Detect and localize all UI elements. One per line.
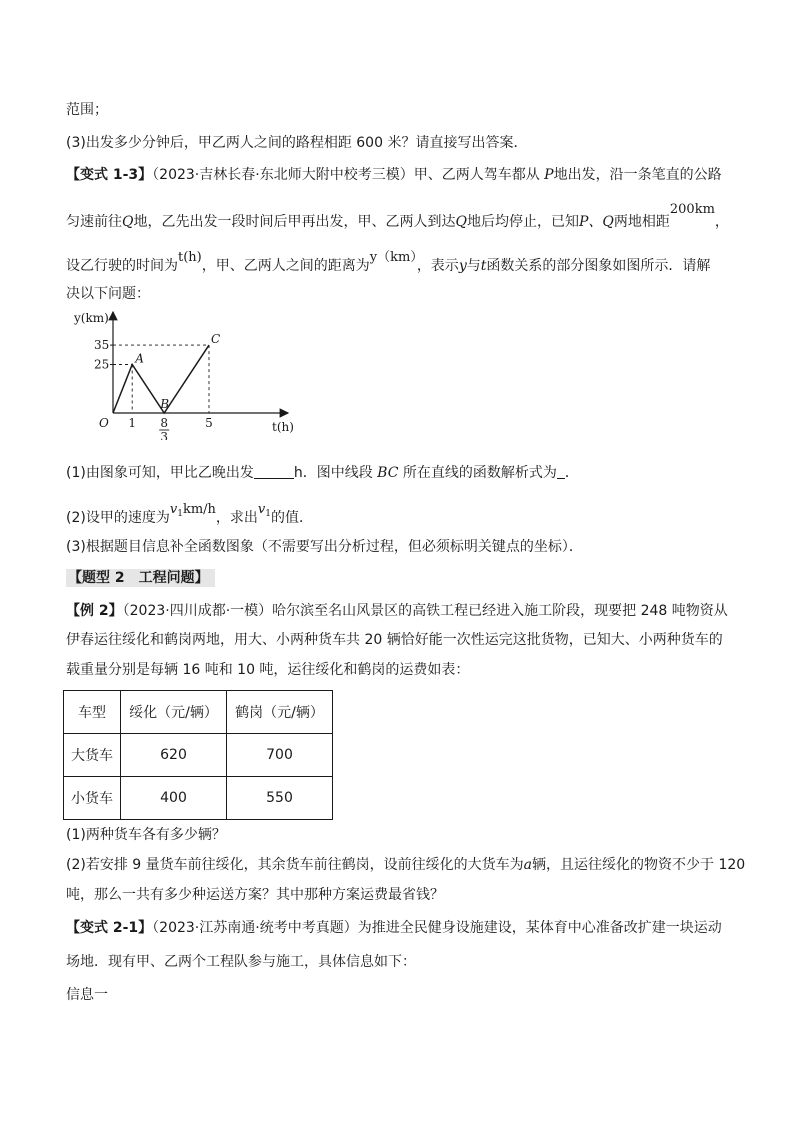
example-2-line-3	[66, 660, 469, 680]
point-label-a: A	[135, 351, 144, 366]
text-fragment: ，求出	[215, 510, 258, 526]
function-graph	[68, 310, 298, 440]
y-tick-label: 25	[94, 357, 110, 372]
table-cell: 小货车	[64, 777, 121, 820]
x-tick-label: 3	[160, 430, 169, 440]
instructions-text: 决以下问题：	[66, 286, 150, 302]
text-fragment: 函数关系的部分图象如图所示．请解	[486, 258, 711, 274]
section-heading	[66, 568, 215, 588]
var-y-unit: y（km）	[369, 250, 417, 265]
example-2-line-2	[66, 630, 723, 650]
example-2-line-1	[66, 601, 728, 621]
range-text: 范围；	[66, 102, 108, 118]
example-2-text-3: 载重量分别是每辆 16 吨和 10 吨，运往绥化和鹤岗的运费如表：	[66, 662, 470, 678]
problem-1-text: (1)两种货车各有多少辆？	[66, 827, 226, 843]
text-fragment: 的值．	[271, 510, 313, 526]
table-header-cell: 鹤岗（元/辆）	[227, 691, 333, 734]
text-fragment: 与	[466, 258, 481, 274]
var-q: Q	[122, 214, 134, 230]
y-axis-label: y(km)	[74, 311, 109, 325]
variant-2-1-line-2	[66, 952, 416, 972]
point-label-b: B	[160, 397, 170, 411]
var-a: a	[523, 857, 532, 873]
example-2-tag: 【例 2】	[66, 603, 123, 619]
var-v1: v	[257, 502, 266, 517]
variant-1-3-text: 地出发，沿一条笔直的公路	[553, 167, 722, 183]
text-fragment: ，表示	[416, 258, 459, 274]
x-tick-label: 5	[205, 416, 213, 430]
variant-1-3-line-3	[66, 250, 711, 277]
var-t: t	[480, 258, 487, 274]
answer-blank-2[interactable]	[557, 464, 565, 479]
text-fragment: 地后均停止，已知	[466, 214, 579, 230]
text-fragment: (1)由图象可知，甲比乙晚出发	[66, 465, 254, 481]
variant-2-1-line-1	[66, 918, 722, 938]
y-tick-label: 35	[94, 338, 110, 353]
question-3b-line	[66, 537, 583, 557]
variant-1-3-tag: 【变式 1-3】	[66, 167, 153, 183]
table-header-row	[64, 691, 333, 734]
var-p: P	[544, 167, 554, 183]
table-row	[64, 734, 333, 777]
var-t-unit: t(h)	[178, 250, 202, 265]
example-2-text-2: 伊春运往绥化和鹤岗两地，用大、小两种货车共 20 辆恰好能一次性运完这批货物，已知大、小两种货车的	[66, 632, 723, 648]
point-label-c: C	[211, 332, 221, 347]
table-cell: 550	[227, 777, 333, 820]
var-bc: BC	[377, 465, 399, 481]
variant-2-1-text: （2023·江苏南通·统考中考真题）为推进全民健身设施建设，某体育中心准备改扩建一块运动	[152, 920, 722, 936]
variant-1-3-line-4	[66, 284, 150, 304]
variant-1-3-line-2	[66, 202, 729, 233]
info-heading: 信息一	[66, 987, 108, 1003]
text-fragment: (2)设甲的速度为	[66, 510, 170, 526]
example-2-text: （2023·四川成都·一模）哈尔滨至名山风景区的高铁工程已经进入施工阶段，现要把 248 吨物资从	[122, 603, 728, 619]
table-cell: 700	[227, 734, 333, 777]
table-header-cell: 绥化（元/辆）	[121, 691, 227, 734]
table-cell: 620	[121, 734, 227, 777]
question-2-line	[66, 502, 313, 533]
text-line-range	[66, 100, 108, 120]
variant-2-1-tag: 【变式 2-1】	[66, 920, 153, 936]
question-3-text: (3)出发多少分钟后，甲乙两人之间的路程相距 600 米？请直接写出答案．	[66, 135, 528, 151]
text-fragment: h．图中线段	[293, 465, 373, 481]
problem-2-text-2: 吨，那么一共有多少种运送方案？其中那种方案运费最省钱？	[66, 887, 444, 903]
info-heading-line	[66, 985, 108, 1005]
answer-blank-1[interactable]	[254, 464, 294, 479]
text-fragment: 地，乙先出发一段时间后甲再出发，甲、乙两人到达	[133, 214, 456, 230]
text-fragment: ．	[564, 465, 579, 481]
var-q: Q	[455, 214, 467, 230]
variant-1-3-source: （2023·吉林长春·东北师大附中校考三模）甲、乙两人驾车都从	[152, 167, 540, 183]
graph-labels	[73, 311, 294, 440]
text-fragment: (2)若安排 9 量货车前往绥化，其余货车前往鹤岗，设前往绥化的大货车为	[66, 857, 524, 873]
subscript: 1	[265, 509, 271, 519]
table-row	[64, 777, 333, 820]
distance-value: 200km	[669, 202, 715, 217]
x-axis-label: t(h)	[272, 420, 294, 434]
question-3-line	[66, 133, 527, 153]
table-cell: 大货车	[64, 734, 121, 777]
problem-2-line-1	[66, 855, 745, 875]
section-title: 【题型 2 工程问题】	[66, 569, 215, 587]
speed-unit: km/h	[182, 502, 216, 517]
question-3b-text: (3)根据题目信息补全函数图象（不需要写出分析过程，但必须标明关键点的坐标）．	[66, 539, 583, 555]
question-1-line	[66, 463, 579, 483]
text-fragment: ，	[714, 214, 729, 230]
text-fragment: 两地相距	[613, 214, 670, 230]
var-pq: P、Q	[578, 214, 614, 230]
text-fragment: ，甲、乙两人之间的距离为	[201, 258, 370, 274]
problem-1-line	[66, 825, 226, 845]
text-fragment: 设乙行驶的时间为	[66, 258, 178, 274]
freight-cost-table	[63, 690, 333, 820]
subscript: 1	[177, 509, 183, 519]
table-cell: 400	[121, 777, 227, 820]
text-fragment: 匀速前往	[66, 214, 122, 230]
var-v1: v	[169, 502, 178, 517]
text-fragment: 辆，且运往绥化的物资不少于 120	[532, 857, 746, 873]
origin-label: O	[99, 416, 109, 430]
table-header-cell: 车型	[64, 691, 121, 734]
x-tick-label: 1	[128, 416, 137, 430]
var-y: y	[458, 258, 467, 274]
problem-2-line-2	[66, 885, 444, 905]
x-tick-label: 8	[160, 416, 169, 430]
text-fragment: 所在直线的函数解析式为	[402, 465, 557, 481]
variant-2-1-text-2: 场地．现有甲、乙两个工程队参与施工，具体信息如下：	[66, 954, 416, 970]
variant-1-3-line-1	[66, 165, 722, 185]
